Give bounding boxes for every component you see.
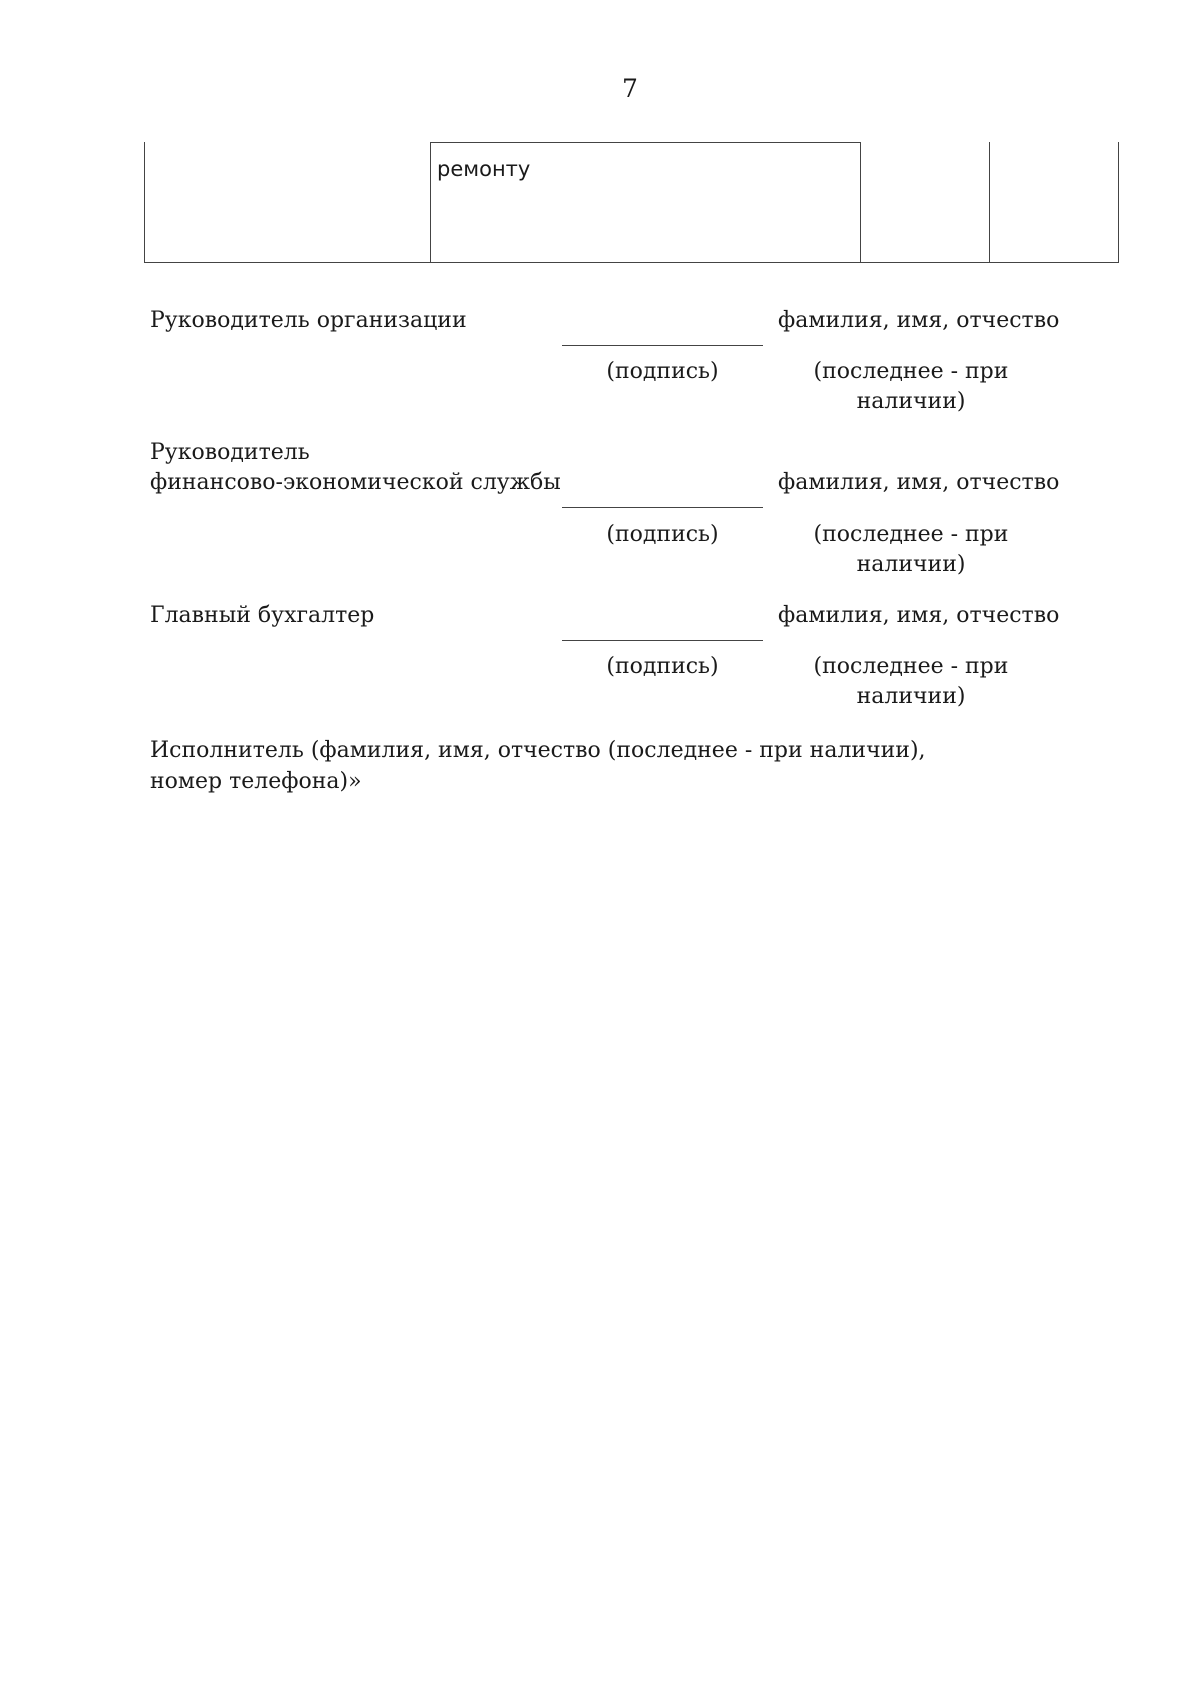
table-border-right [1118, 142, 1119, 263]
signature-line [562, 507, 763, 508]
page-number: 7 [622, 74, 638, 103]
name-caption-line: наличии) [856, 684, 966, 709]
signature-role-finance [150, 438, 561, 498]
name-caption-line: (последнее - при [813, 654, 1009, 679]
name-label: фамилия, имя, отчество [778, 308, 1060, 333]
table-divider-2 [860, 142, 861, 263]
table-cell-text: ремонту [437, 157, 531, 181]
role-line: Руководитель [150, 440, 310, 465]
executor-line: Исполнитель (фамилия, имя, отчество (последнее - при наличии), [150, 738, 926, 763]
table-divider-1 [430, 142, 431, 263]
table-divider-3 [989, 142, 990, 263]
name-caption-line: наличии) [856, 389, 966, 414]
role-line: Руководитель организации [150, 308, 467, 333]
executor-line: номер телефона)» [150, 769, 362, 794]
signature-caption: (подпись) [606, 359, 719, 384]
name-caption [788, 652, 1034, 712]
name-caption-line: (последнее - при [813, 522, 1009, 547]
table-border-left [144, 142, 145, 263]
name-caption [788, 357, 1034, 417]
table-fragment [144, 142, 1119, 263]
role-line: Главный бухгалтер [150, 603, 375, 628]
signature-line [562, 640, 763, 641]
table-cell-top-border [430, 142, 860, 143]
name-caption [788, 520, 1034, 580]
role-line: финансово-экономической службы [150, 470, 561, 495]
table-border-bottom [144, 262, 1119, 263]
name-label: фамилия, имя, отчество [778, 470, 1060, 495]
executor-note [150, 735, 1050, 797]
name-caption-line: наличии) [856, 552, 966, 577]
signature-caption: (подпись) [606, 654, 719, 679]
signature-line [562, 345, 763, 346]
signature-role-director [150, 306, 467, 336]
signature-role-accountant [150, 601, 374, 631]
name-caption-line: (последнее - при [813, 359, 1009, 384]
signature-caption: (подпись) [606, 522, 719, 547]
name-label: фамилия, имя, отчество [778, 603, 1060, 628]
